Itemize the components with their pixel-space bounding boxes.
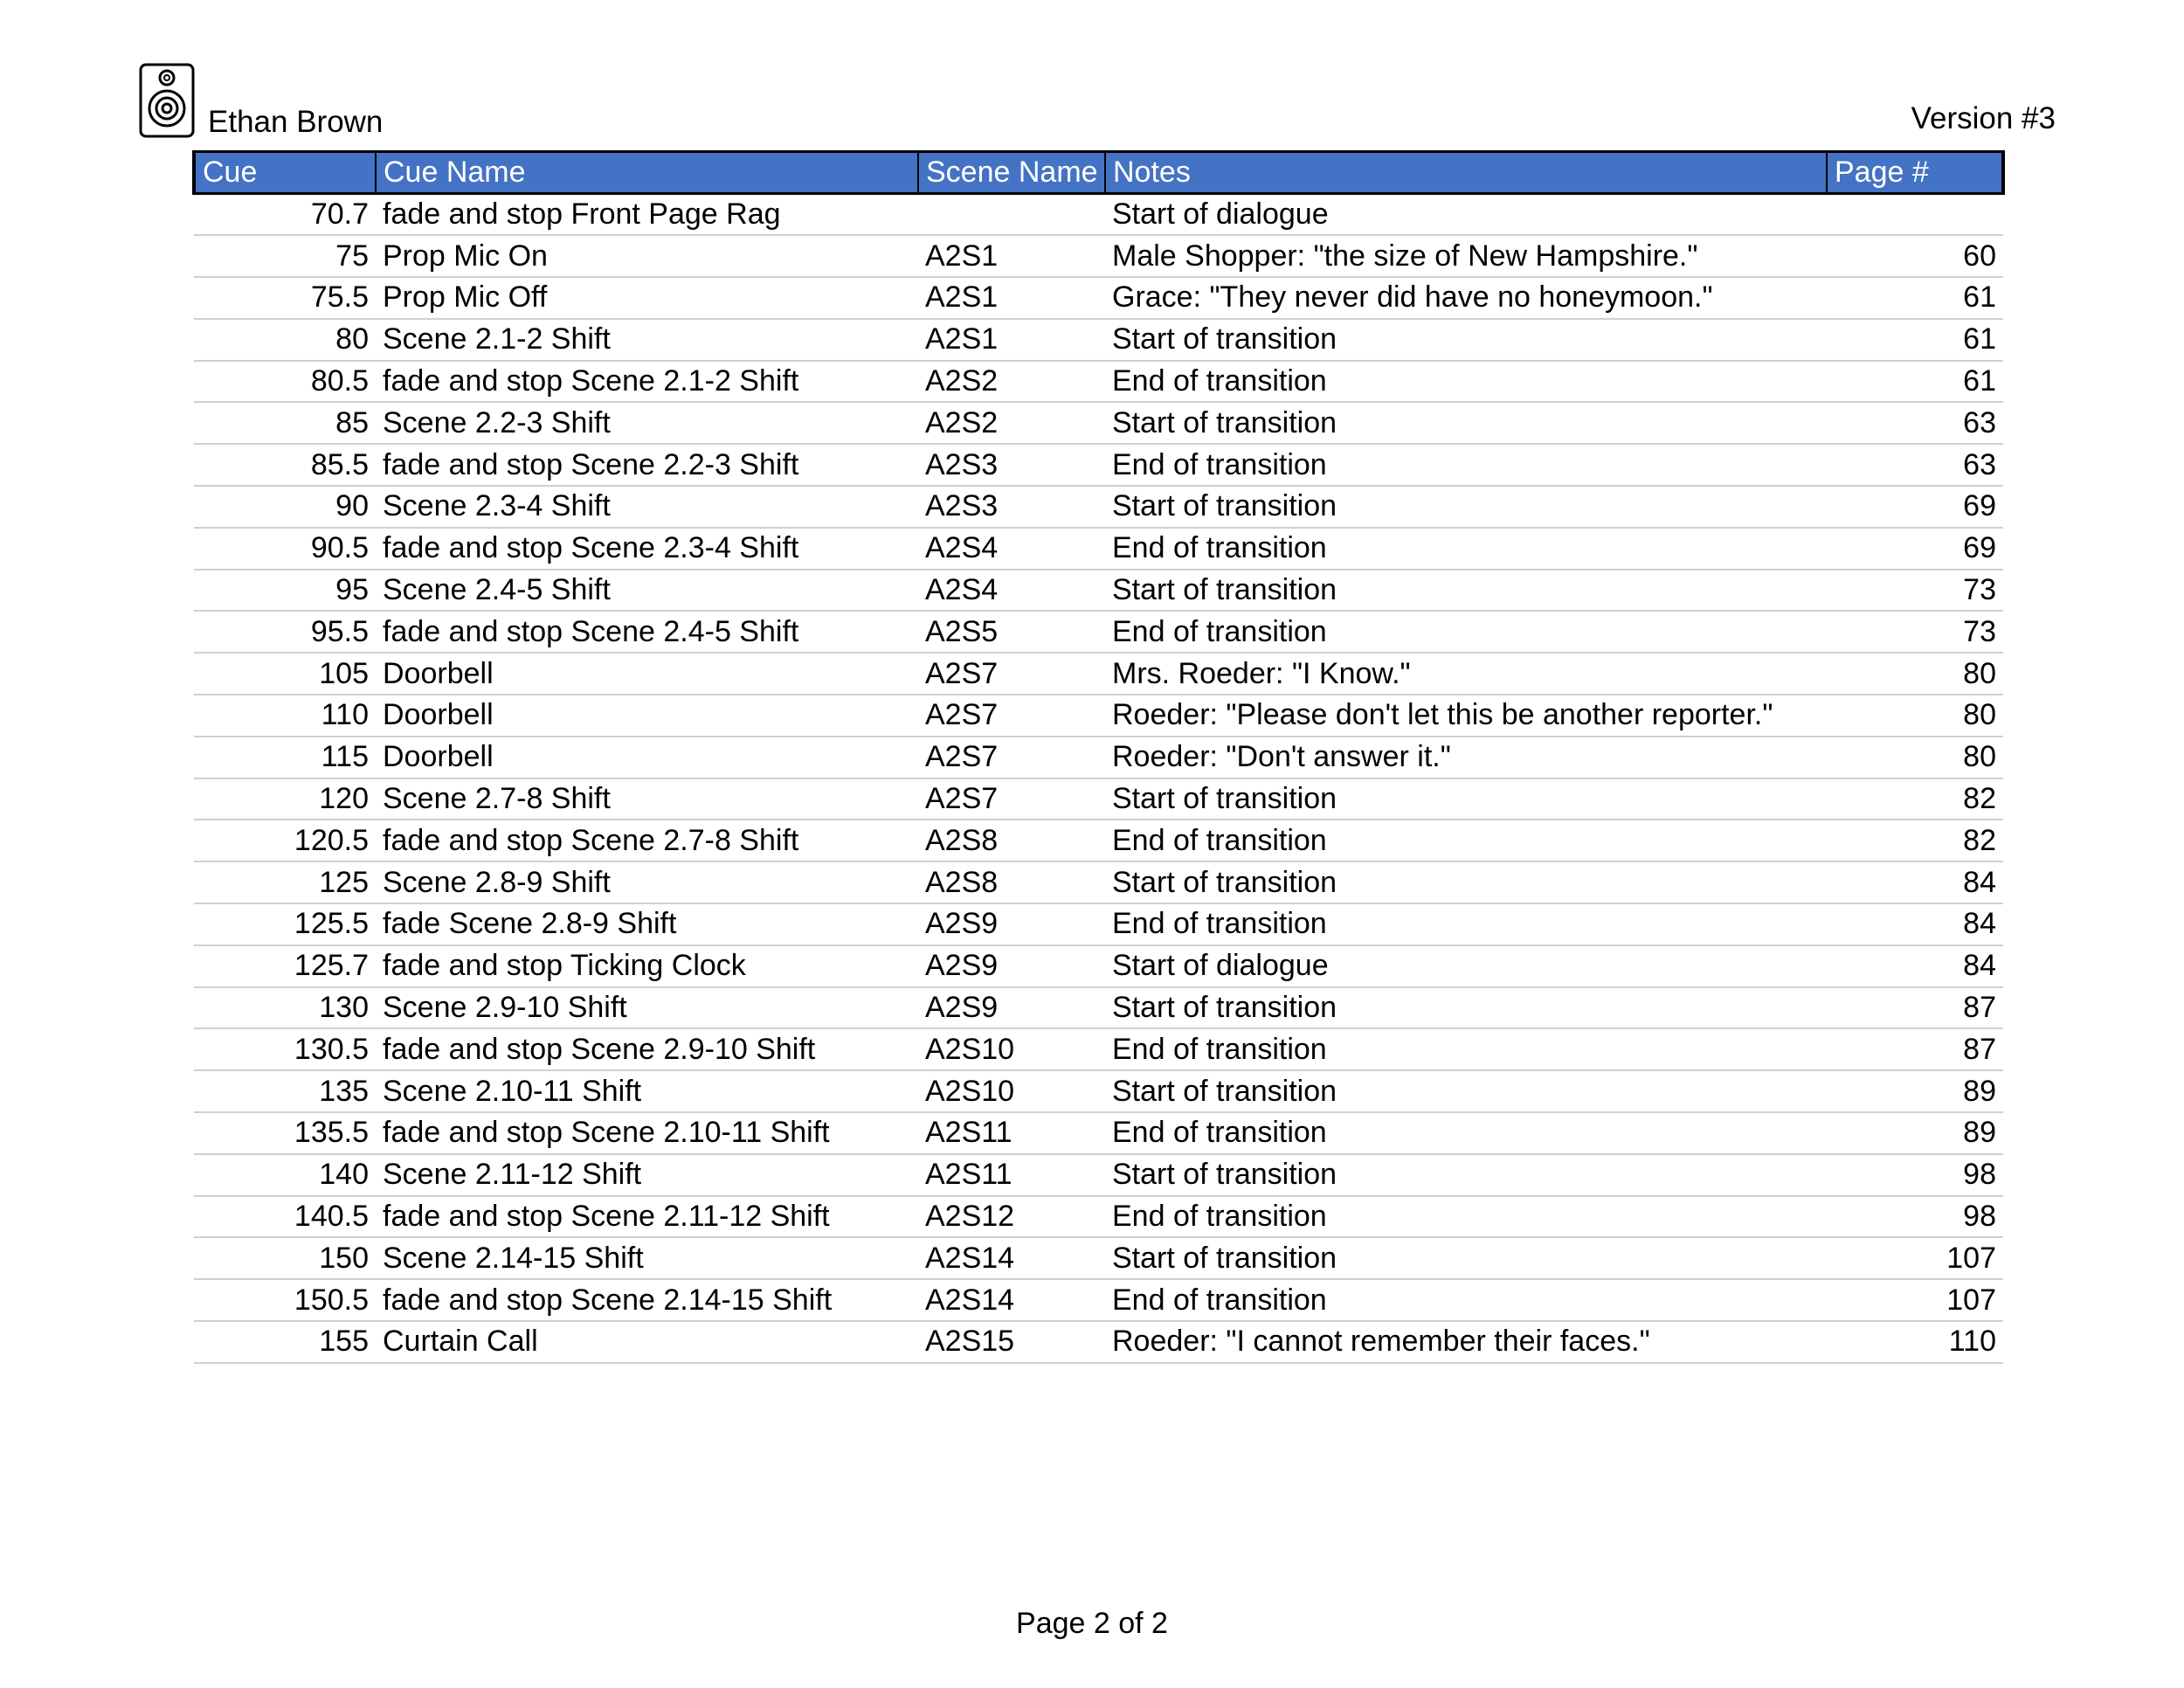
cell-notes: Roeder: "Don't answer it." — [1105, 737, 1827, 778]
cell-cue: 80 — [194, 319, 376, 361]
cell-page: 80 — [1827, 653, 2003, 695]
cell-cue: 75.5 — [194, 277, 376, 319]
cell-page: 89 — [1827, 1070, 2003, 1112]
cell-cue-name: Scene 2.4-5 Shift — [376, 570, 918, 612]
cell-scene-name: A2S1 — [918, 277, 1105, 319]
cell-page: 107 — [1827, 1279, 2003, 1321]
cell-notes: Grace: "They never did have no honeymoon." — [1105, 277, 1827, 319]
cell-scene-name: A2S7 — [918, 737, 1105, 778]
table-row — [194, 695, 2003, 737]
cell-notes: End of transition — [1105, 444, 1827, 486]
cell-page: 61 — [1827, 319, 2003, 361]
cell-cue: 150.5 — [194, 1279, 376, 1321]
cell-notes: End of transition — [1105, 1196, 1827, 1238]
cell-page — [1827, 194, 2003, 236]
cell-cue-name: Prop Mic On — [376, 235, 918, 277]
cell-cue-name: fade Scene 2.8-9 Shift — [376, 903, 918, 945]
table-row — [194, 737, 2003, 778]
column-header-notes: Notes — [1105, 152, 1827, 194]
cell-scene-name: A2S3 — [918, 444, 1105, 486]
cell-cue-name: fade and stop Scene 2.4-5 Shift — [376, 611, 918, 653]
cell-notes: Start of transition — [1105, 402, 1827, 444]
cell-cue: 125 — [194, 861, 376, 903]
cell-cue: 140 — [194, 1154, 376, 1196]
cell-cue: 130 — [194, 987, 376, 1029]
cell-notes: Start of transition — [1105, 987, 1827, 1029]
cell-cue: 140.5 — [194, 1196, 376, 1238]
cell-page: 63 — [1827, 402, 2003, 444]
cell-notes: Mrs. Roeder: "I Know." — [1105, 653, 1827, 695]
table-row — [194, 778, 2003, 820]
cell-page: 69 — [1827, 486, 2003, 528]
table-row — [194, 570, 2003, 612]
cell-cue: 125.7 — [194, 945, 376, 987]
cell-notes: Roeder: "Please don't let this be another reporter." — [1105, 695, 1827, 737]
cell-cue-name: fade and stop Scene 2.7-8 Shift — [376, 820, 918, 861]
cell-scene-name: A2S14 — [918, 1237, 1105, 1279]
cell-cue-name: Scene 2.9-10 Shift — [376, 987, 918, 1029]
cell-scene-name: A2S2 — [918, 361, 1105, 403]
table-row — [194, 987, 2003, 1029]
cell-page: 63 — [1827, 444, 2003, 486]
table-row — [194, 528, 2003, 570]
cell-scene-name: A2S9 — [918, 987, 1105, 1029]
cell-cue: 115 — [194, 737, 376, 778]
cell-cue: 120.5 — [194, 820, 376, 861]
cell-page: 84 — [1827, 945, 2003, 987]
cell-page: 98 — [1827, 1154, 2003, 1196]
cell-cue: 75 — [194, 235, 376, 277]
cell-scene-name: A2S11 — [918, 1154, 1105, 1196]
cell-cue-name: fade and stop Scene 2.14-15 Shift — [376, 1279, 918, 1321]
cell-cue-name: fade and stop Ticking Clock — [376, 945, 918, 987]
table-row — [194, 611, 2003, 653]
cell-cue: 85 — [194, 402, 376, 444]
speaker-icon — [139, 63, 195, 138]
cell-cue: 150 — [194, 1237, 376, 1279]
cell-page: 61 — [1827, 361, 2003, 403]
table-row — [194, 861, 2003, 903]
cell-cue: 120 — [194, 778, 376, 820]
cell-cue: 110 — [194, 695, 376, 737]
table-row — [194, 1279, 2003, 1321]
cell-cue-name: fade and stop Scene 2.2-3 Shift — [376, 444, 918, 486]
cell-scene-name: A2S1 — [918, 235, 1105, 277]
cell-page: 80 — [1827, 695, 2003, 737]
cell-scene-name: A2S9 — [918, 945, 1105, 987]
cell-scene-name: A2S4 — [918, 570, 1105, 612]
cell-notes: Start of transition — [1105, 861, 1827, 903]
author-name: Ethan Brown — [208, 105, 384, 139]
table-row — [194, 277, 2003, 319]
table-row — [194, 235, 2003, 277]
table-header-row — [194, 152, 2003, 194]
cell-cue-name: fade and stop Scene 2.11-12 Shift — [376, 1196, 918, 1238]
cell-cue-name: Scene 2.8-9 Shift — [376, 861, 918, 903]
table-row — [194, 319, 2003, 361]
version-label: Version #3 — [1911, 101, 2056, 135]
cell-cue-name: Scene 2.2-3 Shift — [376, 402, 918, 444]
cell-cue-name: Scene 2.1-2 Shift — [376, 319, 918, 361]
cell-scene-name: A2S1 — [918, 319, 1105, 361]
cue-table — [192, 150, 2005, 1364]
cell-cue-name: fade and stop Scene 2.10-11 Shift — [376, 1112, 918, 1154]
cell-scene-name: A2S9 — [918, 903, 1105, 945]
table-row — [194, 1321, 2003, 1363]
cell-page: 69 — [1827, 528, 2003, 570]
cell-notes: End of transition — [1105, 1279, 1827, 1321]
cell-scene-name — [918, 194, 1105, 236]
cell-cue: 85.5 — [194, 444, 376, 486]
cell-notes: Roeder: "I cannot remember their faces." — [1105, 1321, 1827, 1363]
cell-notes: End of transition — [1105, 1112, 1827, 1154]
cell-page: 73 — [1827, 611, 2003, 653]
table-row — [194, 444, 2003, 486]
cell-page: 84 — [1827, 903, 2003, 945]
cell-cue: 90.5 — [194, 528, 376, 570]
cell-scene-name: A2S12 — [918, 1196, 1105, 1238]
cell-cue: 70.7 — [194, 194, 376, 236]
cell-cue: 95.5 — [194, 611, 376, 653]
cell-cue-name: Scene 2.14-15 Shift — [376, 1237, 918, 1279]
cell-scene-name: A2S7 — [918, 695, 1105, 737]
cell-cue-name: Scene 2.7-8 Shift — [376, 778, 918, 820]
table-row — [194, 1028, 2003, 1070]
cell-page: 107 — [1827, 1237, 2003, 1279]
cell-cue: 80.5 — [194, 361, 376, 403]
table-row — [194, 945, 2003, 987]
cell-cue-name: Scene 2.10-11 Shift — [376, 1070, 918, 1112]
cell-page: 60 — [1827, 235, 2003, 277]
cell-notes: Start of transition — [1105, 1154, 1827, 1196]
cell-notes: Male Shopper: "the size of New Hampshire." — [1105, 235, 1827, 277]
cell-cue-name: fade and stop Scene 2.3-4 Shift — [376, 528, 918, 570]
cell-cue: 135.5 — [194, 1112, 376, 1154]
table-row — [194, 361, 2003, 403]
cell-page: 89 — [1827, 1112, 2003, 1154]
cell-notes: Start of transition — [1105, 1070, 1827, 1112]
table-row — [194, 1196, 2003, 1238]
cell-notes: Start of dialogue — [1105, 194, 1827, 236]
cell-scene-name: A2S10 — [918, 1028, 1105, 1070]
cell-scene-name: A2S10 — [918, 1070, 1105, 1112]
cell-scene-name: A2S8 — [918, 820, 1105, 861]
cell-notes: Start of transition — [1105, 778, 1827, 820]
cell-page: 82 — [1827, 778, 2003, 820]
cell-page: 87 — [1827, 987, 2003, 1029]
cell-scene-name: A2S14 — [918, 1279, 1105, 1321]
table-row — [194, 903, 2003, 945]
cell-notes: Start of transition — [1105, 570, 1827, 612]
cell-cue-name: Scene 2.3-4 Shift — [376, 486, 918, 528]
cell-cue: 105 — [194, 653, 376, 695]
cell-page: 110 — [1827, 1321, 2003, 1363]
cell-cue: 90 — [194, 486, 376, 528]
cell-scene-name: A2S2 — [918, 402, 1105, 444]
cell-notes: End of transition — [1105, 611, 1827, 653]
cell-scene-name: A2S3 — [918, 486, 1105, 528]
cell-scene-name: A2S5 — [918, 611, 1105, 653]
column-header-cue: Cue — [194, 152, 376, 194]
cell-page: 84 — [1827, 861, 2003, 903]
cell-notes: Start of dialogue — [1105, 945, 1827, 987]
cell-notes: End of transition — [1105, 903, 1827, 945]
cell-cue: 135 — [194, 1070, 376, 1112]
cell-notes: Start of transition — [1105, 1237, 1827, 1279]
table-row — [194, 653, 2003, 695]
table-row — [194, 194, 2003, 236]
table-row — [194, 402, 2003, 444]
cell-cue: 95 — [194, 570, 376, 612]
cell-page: 98 — [1827, 1196, 2003, 1238]
cell-page: 82 — [1827, 820, 2003, 861]
cell-notes: Start of transition — [1105, 486, 1827, 528]
cell-cue-name: Curtain Call — [376, 1321, 918, 1363]
cell-cue-name: fade and stop Scene 2.9-10 Shift — [376, 1028, 918, 1070]
cell-cue-name: fade and stop Front Page Rag — [376, 194, 918, 236]
cell-notes: End of transition — [1105, 1028, 1827, 1070]
cell-cue-name: Doorbell — [376, 695, 918, 737]
cell-cue-name: Scene 2.11-12 Shift — [376, 1154, 918, 1196]
cell-page: 73 — [1827, 570, 2003, 612]
cell-cue: 130.5 — [194, 1028, 376, 1070]
cell-scene-name: A2S4 — [918, 528, 1105, 570]
column-header-cue-name: Cue Name — [376, 152, 918, 194]
table-row — [194, 1154, 2003, 1196]
table-row — [194, 1237, 2003, 1279]
cell-page: 61 — [1827, 277, 2003, 319]
table-row — [194, 1070, 2003, 1112]
cell-cue: 125.5 — [194, 903, 376, 945]
cell-cue-name: Doorbell — [376, 653, 918, 695]
cell-scene-name: A2S15 — [918, 1321, 1105, 1363]
cell-notes: End of transition — [1105, 361, 1827, 403]
cell-scene-name: A2S8 — [918, 861, 1105, 903]
table-row — [194, 486, 2003, 528]
cell-scene-name: A2S11 — [918, 1112, 1105, 1154]
table-row — [194, 1112, 2003, 1154]
cell-notes: End of transition — [1105, 528, 1827, 570]
cell-notes: Start of transition — [1105, 319, 1827, 361]
page-number: Page 2 of 2 — [1016, 1607, 1168, 1640]
cell-scene-name: A2S7 — [918, 778, 1105, 820]
cell-page: 80 — [1827, 737, 2003, 778]
column-header-scene-name: Scene Name — [918, 152, 1105, 194]
cell-cue-name: fade and stop Scene 2.1-2 Shift — [376, 361, 918, 403]
cell-notes: End of transition — [1105, 820, 1827, 861]
table-row — [194, 820, 2003, 861]
cell-cue-name: Prop Mic Off — [376, 277, 918, 319]
cell-scene-name: A2S7 — [918, 653, 1105, 695]
column-header-page: Page # — [1827, 152, 2003, 194]
cell-cue-name: Doorbell — [376, 737, 918, 778]
cell-cue: 155 — [194, 1321, 376, 1363]
cell-page: 87 — [1827, 1028, 2003, 1070]
